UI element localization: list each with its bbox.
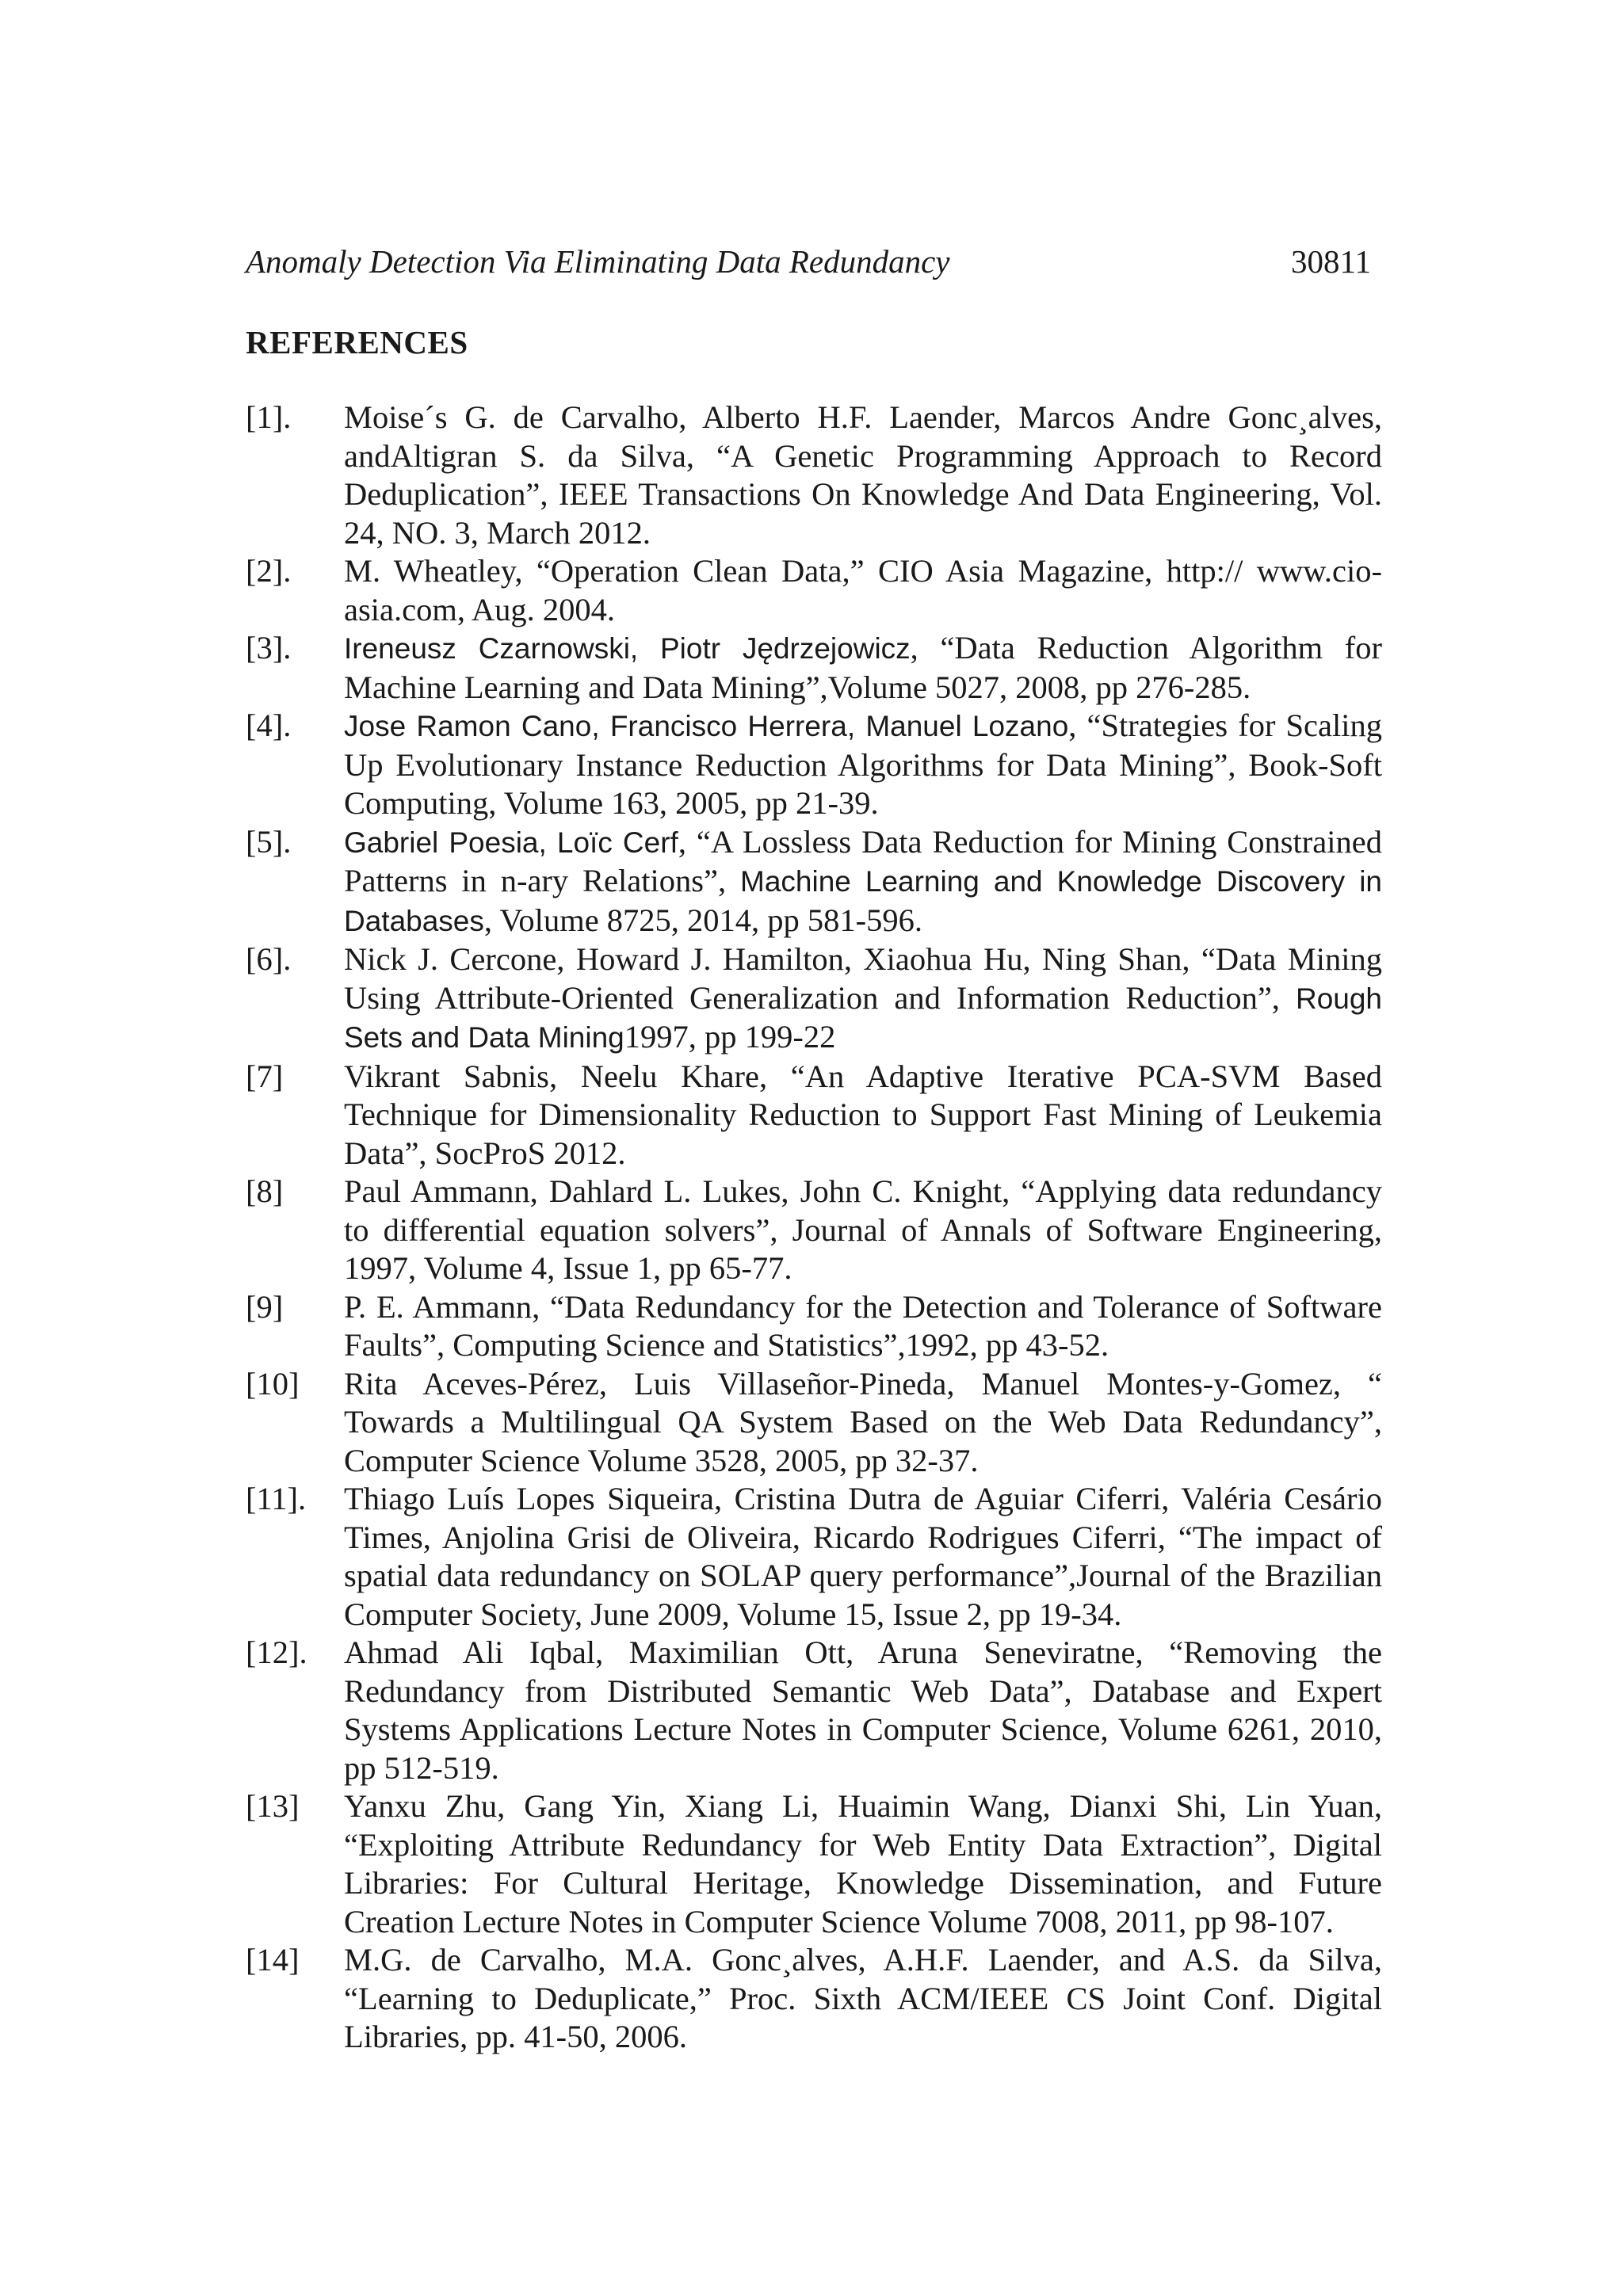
reference-number: [5]. <box>246 823 292 860</box>
reference-authors: Moise´s G. de Carvalho, Alberto H.F. Laender, Marcos Andre Gonc¸alves, andAltigran S. da Silva, <box>344 399 1382 474</box>
references-heading: REFERENCES <box>246 324 468 360</box>
reference-text: M.G. de Carvalho, M.A. Gonc¸alves, A.H.F. Laender, and A.S. da Silva, “Learning to Deduplicate,” Proc. Sixth ACM/IEEE CS Joint Conf. Digital Libraries, pp. 41-50, 2006. <box>344 1942 1382 2054</box>
reference-text <box>344 707 1382 823</box>
page-number: 30811 <box>1291 243 1371 280</box>
reference-text <box>344 552 1382 629</box>
reference-authors: Ireneusz Czarnowski, Piotr Jędrzejowicz <box>344 632 911 665</box>
reference-number: [7] <box>246 1058 284 1094</box>
reference-number: [3]. <box>246 630 292 666</box>
reference-text: Ahmad Ali Iqbal, Maximilian Ott, Aruna Seneviratne, “Removing the Redundancy from Distributed Semantic Web Data”, Database and Expert Systems Applications Lecture Notes in Computer Science, Volume 6261, 2010, pp 512-519. <box>344 1634 1382 1786</box>
reference-item <box>246 940 1382 1058</box>
reference-item <box>246 1058 1382 1173</box>
reference-number: [8] <box>246 1173 284 1209</box>
reference-number: [13] <box>246 1788 300 1824</box>
reference-details: , “Data Reduction Algorithm for Machine Learning and Data Mining”,Volume 5027, 2008, pp 276-285. <box>344 630 1382 705</box>
reference-details: “A Genetic Programming Approach to Record Deduplication”, IEEE Transactions On Knowledge And Data Engineering, Vol. 24, NO. 3, March 2012. <box>344 437 1382 551</box>
running-title: Anomaly Detection Via Eliminating Data Redundancy <box>246 243 950 280</box>
reference-title: , “A Lossless Data Reduction for Mining Constrained Patterns in n-ary Relations”, <box>344 823 1382 898</box>
reference-item <box>246 1365 1382 1481</box>
reference-authors: Gabriel Poesia, Loïc Cerf <box>344 826 678 859</box>
reference-details: “Operation Clean Data,” CIO Asia Magazine, http:// www.cio-asia.com, Aug. 2004. <box>344 553 1382 627</box>
reference-text: Vikrant Sabnis, Neelu Khare, “An Adaptive Iterative PCA-SVM Based Technique for Dimensionality Reduction to Support Fast Mining of Leukemia Data”, SocProS 2012. <box>344 1058 1382 1171</box>
reference-text <box>344 823 1382 941</box>
reference-authors: Jose Ramon Cano, Francisco Herrera, Manuel Lozano <box>344 710 1069 742</box>
reference-item <box>246 823 1382 941</box>
reference-text <box>344 629 1382 707</box>
reference-item <box>246 1941 1382 2057</box>
reference-item <box>246 1173 1382 1288</box>
reference-details: , “Strategies for Scaling Up Evolutionary Instance Reduction Algorithms for Data Mining”, Book-Soft Computing, Volume 163, 2005, pp 21-39. <box>344 707 1383 821</box>
reference-number: [1]. <box>246 399 292 435</box>
reference-authors: M. Wheatley, <box>344 553 523 589</box>
reference-details: 1997, pp 199-22 <box>624 1019 836 1055</box>
reference-number: [11]. <box>246 1481 307 1516</box>
page-header <box>246 242 1371 290</box>
reference-item <box>246 399 1382 552</box>
reference-text <box>344 399 1382 552</box>
reference-details: , Volume 8725, 2014, pp 581-596. <box>483 902 923 938</box>
reference-item <box>246 1787 1382 1941</box>
reference-text: Paul Ammann, Dahlard L. Lukes, John C. Knight, “Applying data redundancy to differential equation solvers”, Journal of Annals of Software Engineering, 1997, Volume 4, Issue 1, pp 65-77. <box>344 1173 1382 1286</box>
reference-text: Thiago Luís Lopes Siqueira, Cristina Dutra de Aguiar Ciferri, Valéria Cesário Times, Anjolina Grisi de Oliveira, Ricardo Rodrigues Ciferri, “The impact of spatial data redundancy on SOLAP query performance”,Journal of the Brazilian Computer Society, June 2009, Volume 15, Issue 2, pp 19-34. <box>344 1481 1382 1632</box>
reference-number: [10] <box>246 1365 300 1402</box>
reference-number: [12]. <box>246 1634 307 1670</box>
reference-number: [2]. <box>246 553 292 589</box>
reference-item <box>246 629 1382 707</box>
reference-venue: Rough Sets and Data Mining <box>344 982 1382 1054</box>
reference-number: [6]. <box>246 941 292 977</box>
reference-item <box>246 1634 1382 1787</box>
reference-text: Yanxu Zhu, Gang Yin, Xiang Li, Huaimin Wang, Dianxi Shi, Lin Yuan, “Exploiting Attribute Redundancy for Web Entity Data Extraction”, Digital Libraries: For Cultural Heritage, Knowledge Dissemination, and Future Creation Lecture Notes in Computer Science Volume 7008, 2011, pp 98-107. <box>344 1788 1382 1939</box>
reference-list <box>246 399 1382 2057</box>
reference-text: Rita Aceves-Pérez, Luis Villaseñor-Pineda, Manuel Montes-y-Gomez, “ Towards a Multilingual QA System Based on the Web Data Redundancy”, Computer Science Volume 3528, 2005, pp 32-37. <box>344 1365 1382 1478</box>
reference-text: P. E. Ammann, “Data Redundancy for the Detection and Tolerance of Software Faults”, Computing Science and Statistics”,1992, pp 43-52. <box>344 1288 1382 1363</box>
reference-item <box>246 1480 1382 1634</box>
reference-item <box>246 707 1382 823</box>
reference-number: [14] <box>246 1942 300 1978</box>
reference-item <box>246 552 1382 629</box>
reference-venue: Machine Learning and Knowledge Discovery in Databases <box>344 865 1383 937</box>
reference-item <box>246 1288 1382 1365</box>
reference-text <box>344 940 1382 1058</box>
reference-number: [9] <box>246 1288 284 1325</box>
reference-main: Nick J. Cercone, Howard J. Hamilton, Xiaohua Hu, Ning Shan, “Data Mining Using Attribute-Oriented Generalization and Information Reduction”, <box>344 941 1382 1016</box>
reference-number: [4]. <box>246 707 292 743</box>
